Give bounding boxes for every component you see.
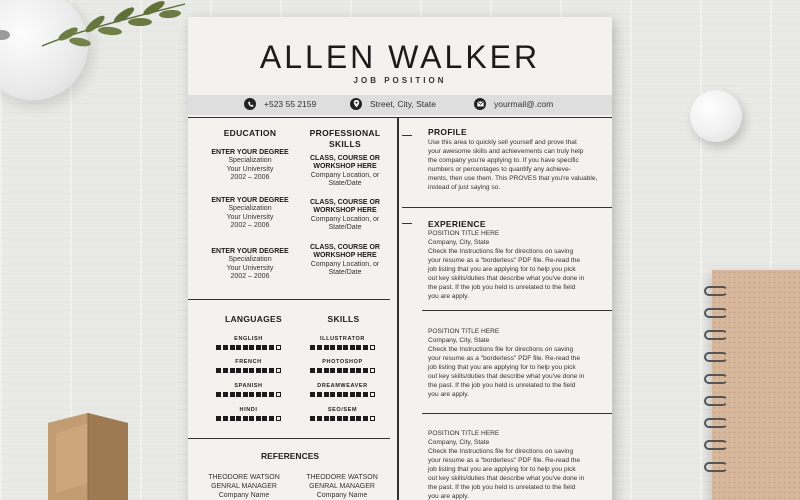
rating-dot-filled <box>337 345 342 350</box>
contact-email <box>474 98 553 110</box>
experience-line: the past. If the job you held is unrelated to the field <box>428 484 576 491</box>
rating-dot-filled <box>324 416 329 421</box>
rating-dot-filled <box>216 345 221 350</box>
address-text: Street, City, State <box>370 99 436 109</box>
rating-dot-filled <box>337 368 342 373</box>
rating-dot-filled <box>324 392 329 397</box>
rating-row <box>201 336 296 350</box>
rating-dot-filled <box>356 368 361 373</box>
experience-line: you are apply. <box>428 293 469 300</box>
rating-dot-filled <box>243 368 248 373</box>
notebook-ring <box>704 352 728 362</box>
experience-company: Company, City, State <box>428 439 490 446</box>
contact-address <box>350 98 436 110</box>
rating-dot-filled <box>330 392 335 397</box>
profile-title: PROFILE <box>428 127 467 137</box>
experience-position: POSITION TITLE HERE <box>428 430 500 437</box>
rating-dot-filled <box>230 368 235 373</box>
phone-icon <box>244 98 256 110</box>
reference-role: GENRAL MANAGER <box>211 483 277 490</box>
rating-label: FRENCH <box>235 359 262 365</box>
rating-dot-filled <box>249 345 254 350</box>
rating-dot-filled <box>216 392 221 397</box>
rating-dot-filled <box>262 368 267 373</box>
profile-line: ments, then use them. This PROVES that you're valuable, <box>428 175 598 182</box>
education-item <box>190 197 310 230</box>
experience-line: out key skills/duties that describe what you've done in <box>428 275 585 282</box>
profile-tick <box>402 135 412 136</box>
rating-dot-filled <box>256 392 261 397</box>
rating-dot-filled <box>249 368 254 373</box>
rating-dot-filled <box>363 368 368 373</box>
notebook-ring <box>704 374 728 384</box>
rating-dot-filled <box>223 392 228 397</box>
experience-position: POSITION TITLE HERE <box>428 230 500 237</box>
experience-tick <box>402 223 412 224</box>
rating-dots <box>201 368 296 373</box>
rating-dot-filled <box>310 345 315 350</box>
experience-entry <box>428 327 608 399</box>
experience-title: EXPERIENCE <box>428 219 486 229</box>
university: Your University <box>226 264 274 272</box>
rating-dot-filled <box>256 345 261 350</box>
rating-dot-filled <box>256 368 261 373</box>
experience-line: Check the Instructions file for directions on saving <box>428 248 574 255</box>
rating-dot-filled <box>363 416 368 421</box>
header-divider <box>188 117 612 118</box>
degree: ENTER YOUR DEGREE <box>211 197 289 204</box>
rating-dot-filled <box>350 345 355 350</box>
rating-dot-empty <box>276 392 281 397</box>
rating-dots <box>201 392 296 397</box>
experience-line: your resume as a "borderless" PDF file. Re-read the <box>428 355 581 362</box>
rating-dot-filled <box>324 368 329 373</box>
rating-dot-filled <box>310 368 315 373</box>
profile-text <box>428 138 608 192</box>
rating-row <box>295 359 390 373</box>
rating-dot-filled <box>356 345 361 350</box>
rating-dot-filled <box>236 368 241 373</box>
course-line2: WORKSHOP HERE <box>313 207 377 215</box>
rating-dot-filled <box>249 392 254 397</box>
experience-line: you are apply. <box>428 493 469 500</box>
languages-title: LANGUAGES <box>224 314 282 324</box>
rating-dot-filled <box>216 416 221 421</box>
notebook-ring <box>704 308 728 318</box>
rating-label: PHOTOSHOP <box>322 359 363 365</box>
notebook-ring <box>704 418 728 428</box>
rating-label: DREAMWEAVER <box>317 383 368 389</box>
experience-line: the past. If the job you held is unrelated to the field <box>428 284 576 291</box>
professional-skills-title-line2: SKILLS <box>328 139 362 149</box>
left-divider-2 <box>188 438 390 439</box>
profile-line: Use this area to quickly sell yourself and prove that <box>428 139 577 146</box>
reference-role: GENRAL MANAGER <box>309 483 375 490</box>
email-icon <box>474 98 486 110</box>
rating-dot-filled <box>343 416 348 421</box>
rating-dot-filled <box>223 368 228 373</box>
email-text: yourmail@.com <box>494 99 554 109</box>
rating-dot-filled <box>236 345 241 350</box>
university: Your University <box>226 165 274 173</box>
rating-dot-filled <box>262 392 267 397</box>
contact-bar <box>188 95 612 115</box>
rating-dot-empty <box>370 392 375 397</box>
rating-dot-filled <box>343 345 348 350</box>
rating-dot-empty <box>276 368 281 373</box>
notebook-ring <box>704 462 728 472</box>
rating-dot-filled <box>310 416 315 421</box>
experience-company: Company, City, State <box>428 337 490 344</box>
course-date: State/Date <box>328 268 362 276</box>
plant-leaves <box>20 0 190 70</box>
right-divider-2 <box>422 310 612 311</box>
professional-skills-title-line1: PROFESSIONAL <box>309 128 381 138</box>
rating-row <box>295 383 390 397</box>
experience-line: job listing that you are applying for to help you pick <box>428 364 576 371</box>
experience-entry <box>428 229 608 301</box>
course-line1: CLASS, COURSE OR <box>309 199 380 206</box>
rating-dot-filled <box>350 416 355 421</box>
profile-line: numbers or percentages to quantify any achieve- <box>428 166 571 173</box>
experience-line: your resume as a "borderless" PDF file. Re-read the <box>428 457 581 464</box>
university: Your University <box>226 213 274 221</box>
notebook-ring <box>704 286 728 296</box>
rating-dot-filled <box>343 392 348 397</box>
rating-dot-filled <box>317 368 322 373</box>
job-position: JOB POSITION <box>353 76 447 85</box>
rating-dot-filled <box>243 392 248 397</box>
skills-title: SKILLS <box>327 314 360 324</box>
rating-dot-filled <box>256 416 261 421</box>
specialization: Specialization <box>228 205 272 213</box>
experience-line: you are apply. <box>428 391 469 398</box>
degree: ENTER YOUR DEGREE <box>211 149 289 156</box>
rating-dot-filled <box>262 416 267 421</box>
rating-dot-filled <box>243 416 248 421</box>
rating-dots <box>201 416 296 421</box>
profile-line: the company you're applying to. If you have specific <box>428 157 579 164</box>
right-divider-3 <box>422 413 612 414</box>
rating-dots <box>201 345 296 350</box>
experience-line: job listing that you are applying for to help you pick <box>428 466 576 473</box>
specialization: Specialization <box>228 157 272 165</box>
resume-name: ALLEN WALKER <box>259 39 541 75</box>
years: 2002 – 2006 <box>230 272 270 280</box>
vase-mouth <box>0 30 10 40</box>
reference-item <box>196 473 292 500</box>
rating-dot-filled <box>230 416 235 421</box>
rating-dot-filled <box>363 392 368 397</box>
rating-dot-filled <box>317 392 322 397</box>
education-title: EDUCATION <box>223 128 277 138</box>
rating-dot-empty <box>276 416 281 421</box>
professional-skills-title <box>300 128 390 150</box>
rating-dot-filled <box>216 368 221 373</box>
course-line1: CLASS, COURSE OR <box>309 244 380 251</box>
professional-skill-item <box>300 244 390 277</box>
left-divider-1 <box>188 299 390 300</box>
rating-dot-filled <box>310 392 315 397</box>
course-location: Company Location, or <box>310 171 380 179</box>
experience-position: POSITION TITLE HERE <box>428 328 500 335</box>
course-date: State/Date <box>328 223 362 231</box>
reference-company: Company Name <box>316 492 368 499</box>
experience-line: out key skills/duties that describe what you've done in <box>428 475 585 482</box>
rating-dots <box>295 392 390 397</box>
rating-dot-filled <box>230 345 235 350</box>
reference-item <box>294 473 390 500</box>
course-line1: CLASS, COURSE OR <box>309 155 380 162</box>
rating-dot-filled <box>337 416 342 421</box>
rating-dot-filled <box>317 345 322 350</box>
notebook-ring <box>704 440 728 450</box>
rating-dot-filled <box>269 345 274 350</box>
rating-dot-filled <box>269 368 274 373</box>
rating-dot-filled <box>223 345 228 350</box>
rating-dot-empty <box>370 416 375 421</box>
reference-name: THEODORE WATSON <box>306 474 378 481</box>
experience-line: the past. If the job you held is unrelated to the field <box>428 382 576 389</box>
course-line2: WORKSHOP HERE <box>313 163 377 171</box>
profile-line: instead of just saying so. <box>428 184 501 191</box>
notebook-prop <box>712 270 800 500</box>
rating-row <box>201 383 296 397</box>
degree: ENTER YOUR DEGREE <box>211 248 289 255</box>
experience-line: job listing that you are applying for to help you pick <box>428 266 576 273</box>
rating-dot-filled <box>356 392 361 397</box>
course-location: Company Location, or <box>310 215 380 223</box>
rating-dot-filled <box>223 416 228 421</box>
experience-entry <box>428 429 608 500</box>
rating-dot-filled <box>324 345 329 350</box>
course-location: Company Location, or <box>310 260 380 268</box>
rating-row <box>201 359 296 373</box>
profile-line: your awesome skills and achievements can truly help <box>428 148 584 155</box>
rating-dot-filled <box>269 392 274 397</box>
rating-dots <box>295 368 390 373</box>
rating-dot-filled <box>330 345 335 350</box>
education-item <box>190 149 310 182</box>
rating-dot-filled <box>350 392 355 397</box>
rating-dot-filled <box>356 416 361 421</box>
years: 2002 – 2006 <box>230 221 270 229</box>
course-date: State/Date <box>328 179 362 187</box>
rating-dot-filled <box>236 392 241 397</box>
right-divider-1 <box>402 207 612 208</box>
round-button-prop <box>690 90 742 142</box>
references-title: REFERENCES <box>260 451 320 461</box>
professional-skill-item <box>300 155 390 188</box>
wooden-block-prop <box>48 413 128 500</box>
experience-company: Company, City, State <box>428 239 490 246</box>
experience-line: out key skills/duties that describe what you've done in <box>428 373 585 380</box>
reference-name: THEODORE WATSON <box>208 474 280 481</box>
rating-row <box>201 407 296 421</box>
rating-row <box>295 336 390 350</box>
notebook-ring <box>704 330 728 340</box>
professional-skill-item <box>300 199 390 232</box>
rating-dots <box>295 345 390 350</box>
rating-label: HINDI <box>239 407 258 413</box>
course-line2: WORKSHOP HERE <box>313 252 377 260</box>
location-pin-icon <box>350 98 362 110</box>
rating-dot-empty <box>276 345 281 350</box>
rating-label: SPANISH <box>234 383 263 389</box>
resume-document <box>188 17 612 500</box>
experience-line: your resume as a "borderless" PDF file. Re-read the <box>428 257 581 264</box>
rating-dot-filled <box>262 345 267 350</box>
rating-dot-filled <box>317 416 322 421</box>
years: 2002 – 2006 <box>230 173 270 181</box>
rating-label: SEO/SEM <box>327 407 358 413</box>
experience-line: Check the Instructions file for directions on saving <box>428 448 574 455</box>
column-divider <box>397 117 399 500</box>
rating-dot-filled <box>249 416 254 421</box>
rating-row <box>295 407 390 421</box>
rating-dot-empty <box>370 345 375 350</box>
specialization: Specialization <box>228 256 272 264</box>
education-item <box>190 248 310 281</box>
phone-text: +523 55 2159 <box>264 99 317 109</box>
rating-dot-filled <box>243 345 248 350</box>
rating-label: ENGLISH <box>234 336 263 342</box>
rating-dot-filled <box>236 416 241 421</box>
rating-dot-filled <box>330 368 335 373</box>
rating-dots <box>295 416 390 421</box>
rating-dot-filled <box>330 416 335 421</box>
notebook-ring <box>704 396 728 406</box>
rating-dot-filled <box>350 368 355 373</box>
rating-label: ILLUSTRATOR <box>320 336 365 342</box>
experience-line: Check the Instructions file for directions on saving <box>428 346 574 353</box>
rating-dot-filled <box>230 392 235 397</box>
rating-dot-filled <box>363 345 368 350</box>
contact-phone <box>244 98 316 110</box>
rating-dot-empty <box>370 368 375 373</box>
rating-dot-filled <box>343 368 348 373</box>
rating-dot-filled <box>337 392 342 397</box>
reference-company: Company Name <box>218 492 270 499</box>
rating-dot-filled <box>269 416 274 421</box>
